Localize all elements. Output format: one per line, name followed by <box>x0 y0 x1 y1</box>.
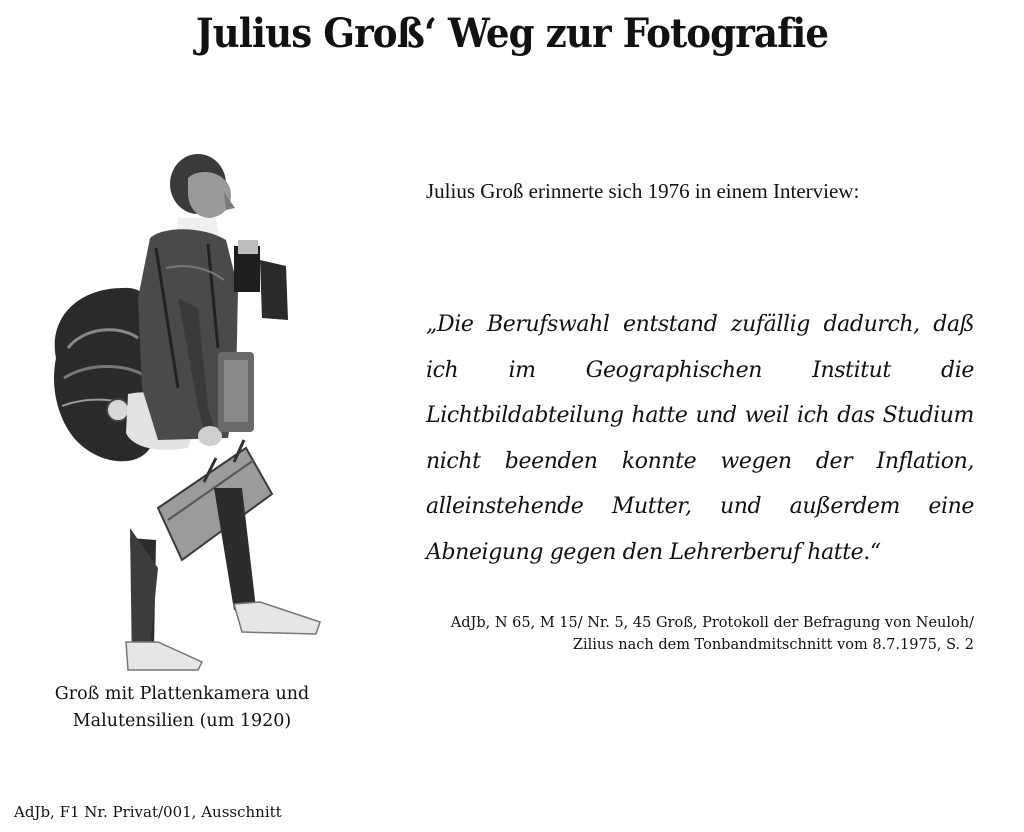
quote-reference <box>426 612 974 656</box>
page-title: Julius Groß‘ Weg zur Fotografie <box>195 10 829 57</box>
intro-paragraph: Julius Groß erinnerte sich 1976 in einem Interview: <box>426 179 860 203</box>
reference-line: AdJb, N 65, M 15/ Nr. 5, 45 Groß, Protokoll der Befragung von Neuloh/ <box>450 615 974 631</box>
photo-man-with-camera <box>38 148 338 676</box>
photo-source-note: AdJb, F1 Nr. Privat/001, Ausschnitt <box>14 803 282 821</box>
caption-line: Groß mit Plattenkamera und <box>54 684 310 704</box>
caption-line: Malutensilien (um 1920) <box>72 711 292 731</box>
reference-line: Zilius nach dem Tonbandmitschnitt vom 8.7.1975, S. 2 <box>572 637 974 653</box>
quote-paragraph: „Die Berufswahl entstand zufällig dadurch, daß ich im Geographischen Institut die Lichtbildabteilung hatte und weil ich das Studium nicht beenden konnte wegen der Inflation, alleinstehende Mutter, und außerdem eine Abneigung gegen den Lehrerberuf hatte.“ <box>426 312 974 565</box>
photo-caption <box>32 681 332 735</box>
